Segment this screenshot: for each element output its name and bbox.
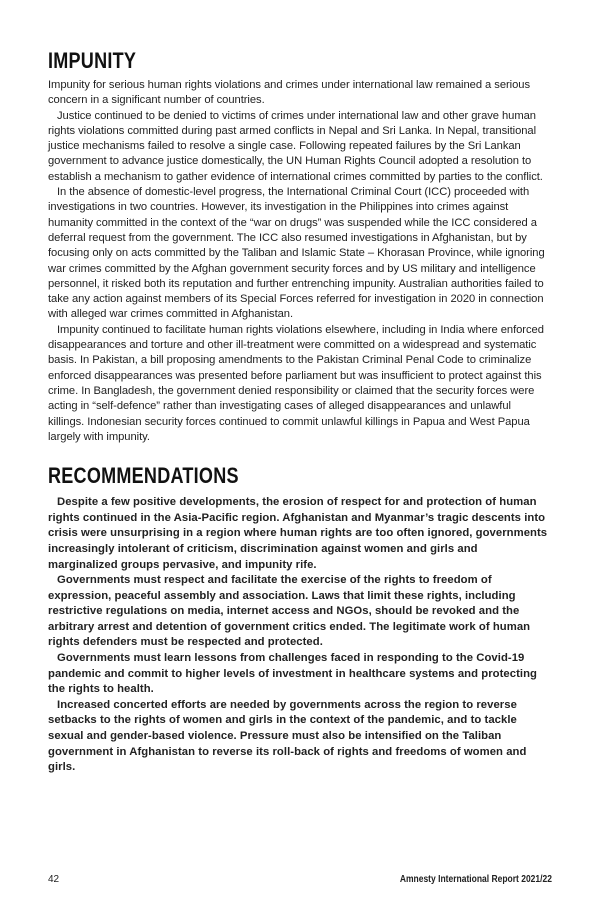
- recommendations-section: [48, 495, 548, 776]
- impunity-paragraph: Impunity for serious human rights violations and crimes under international law remained a serious concern in a significant number of countries.: [48, 79, 530, 107]
- impunity-paragraph: Impunity continued to facilitate human rights violations elsewhere, including in India where enforced disappearances and torture and other ill-treatment were committed on a widespread and systematic basis. In Pakistan, a bill proposing amendments to the Pakistan Criminal Penal Code to criminalize enforced disappearances was presented before parliament but was insufficient to protect against this crime. In Bangladesh, the government denied responsibility or claimed that the security forces were acting in “self-defence” rather than investigating cases of alleged disappearances and unlawful killings. Indonesian security forces continued to commit unlawful killings in Papua and West Papua largely with impunity.: [48, 323, 544, 443]
- impunity-paragraph: In the absence of domestic-level progress, the International Criminal Court (ICC) proceeded with investigations in two countries. However, its investigation in the Philippines into crimes against humanity committed in the context of the “war on drugs” was suspended while the ICC considered a deferral request from the government. The ICC also resumed investigations in Afghanistan, but by focusing only on acts committed by the Taliban and Islamic State – Khorasan Province, while ignoring war crimes committed by the Afghan government security forces and by US military and intelligence personnel, it risked both its reputation and further entrenching impunity. Australian authorities failed to take any action against members of its Special Forces referred for investigation in 2020 in connection with alleged war crimes committed in Afghanistan.: [48, 186, 545, 321]
- impunity-heading: IMPUNITY: [48, 48, 137, 73]
- recommendations-paragraph: Governments must respect and facilitate the exercise of the rights to freedom of expression, peaceful assembly and association. Laws that limit these rights, including restrictive regulations on media, internet access and NGOs, should be revoked and the arbitrary arrest and detention of government critics ended. The legitimate work of human rights defenders must be respected and protected.: [48, 574, 531, 649]
- recommendations-paragraph: Increased concerted efforts are needed by governments across the region to reverse setbacks to the rights of women and girls in the context of the pandemic, and to tackle sexual and gender-based violence. Pressure must also be intensified on the Taliban government in Afghanistan to reverse its roll-back of rights and freedoms of women and girls.: [48, 698, 527, 774]
- page-content: [48, 48, 548, 776]
- impunity-section: [48, 78, 548, 445]
- impunity-paragraph: Justice continued to be denied to victims of crimes under international law and other grave human rights violations committed during past armed conflicts in Nepal and Sri Lanka. In Nepal, transitional justice mechanisms failed to resolve a single case. Following repeated failures by the Sri Lankan government to advance justice domestically, the UN Human Rights Council adopted a resolution to establish a mechanism to gather evidence of international crimes committed by parties to the conflict.: [48, 109, 543, 183]
- recommendations-paragraph: Governments must learn lessons from challenges faced in responding to the Covid-19 pandemic and commit to higher levels of investment in healthcare systems and protecting the rights to health.: [48, 652, 537, 696]
- page-number: 42: [48, 874, 60, 885]
- recommendations-paragraph: Despite a few positive developments, the erosion of respect for and protection of human rights continued in the Asia-Pacific region. Afghanistan and Myanmar’s tragic descents into crisis were unsurprising in a region where human rights are too often ignored, governments increasingly intolerant of criticism, discrimination against women and girls and marginalized groups pervasive, and impunity rife.: [48, 496, 548, 571]
- publication-title: Amnesty International Report 2021/22: [399, 874, 552, 885]
- recommendations-heading: RECOMMENDATIONS: [48, 463, 239, 489]
